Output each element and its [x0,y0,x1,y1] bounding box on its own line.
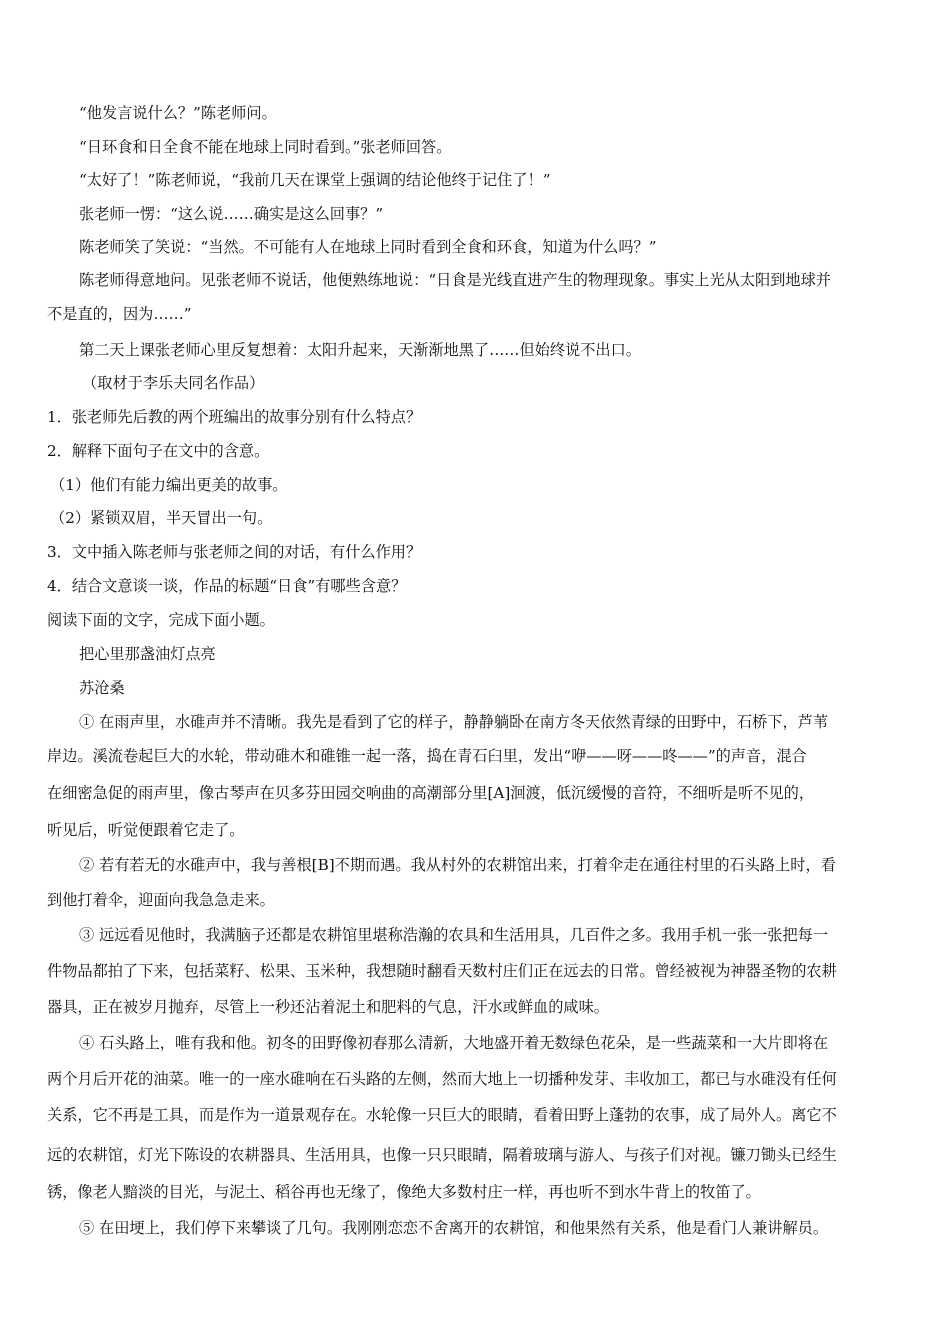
article-line: 关系，它不再是工具，而是作为一道景观存在。水轮像一只巨大的眼睛，看着田野上蓬勃的农事，成了局外人。离它不 [47,1106,837,1124]
article-line: 两个月后开花的油菜。唯一的一座水碓响在石头路的左侧，然而大地上一切播种发芽、丰收加工，都已与水碓没有任何 [47,1070,837,1088]
article-line: 在细密急促的雨声里，像古琴声在贝多芬田园交响曲的高潮部分里[A]洄渡，低沉缓慢的音符，不细听是听不见的， [47,784,815,802]
article-line: ① 在雨声里，水碓声并不清晰。我先是看到了它的样子，静静躺卧在南方冬天依然青绿的田野中，石桥下，芦苇 [79,713,829,731]
reading-instruction: 阅读下面的文字，完成下面小题。 [47,611,275,629]
question-1: 1．张老师先后教的两个班编出的故事分别有什么特点？ [47,408,422,426]
story-line: 张老师一愣：“这么说……确实是这么回事？” [79,205,384,223]
article-line: 件物品都拍了下来，包括菜籽、松果、玉米种，我想随时翻看天数村庄们正在远去的日常。曾经被视为神器圣物的农耕 [47,962,837,980]
story-source: （取材于李乐夫同名作品） [82,374,265,392]
article-title: 把心里那盏油灯点亮 [79,645,216,663]
question-2: 2．解释下面句子在文中的含意。 [47,442,270,460]
story-line: 陈老师得意地问。见张老师不说话，他便熟练地说：“日食是光线直进产生的物理现象。事实上光从太阳到地球并 [79,271,831,289]
article-line: 岸边。溪流卷起巨大的水轮，带动碓木和碓锥一起一落，捣在青石臼里，发出“咿——呀——咚——”的声音，混合 [47,747,807,765]
article-line: 到他打着伞，迎面向我急急走来。 [47,891,275,909]
article-line: ③ 远远看见他时，我满脑子还都是农耕馆里堪称浩瀚的农具和生活用具，几百件之多。我用手机一张一张把每一 [79,926,829,944]
article-line: 听见后，听觉便跟着它走了。 [47,821,245,839]
story-line: “太好了！”陈老师说，“我前几天在课堂上强调的结论他终于记住了！” [79,171,551,189]
article-author: 苏沧桑 [79,679,125,697]
question-2-item-2: （2）紧锁双眉，半天冒出一句。 [50,509,273,527]
question-2-item-1: （1）他们有能力编出更美的故事。 [50,476,288,494]
question-4: 4．结合文意谈一谈，作品的标题“日食”有哪些含意？ [47,577,407,595]
article-line: ④ 石头路上，唯有我和他。初冬的田野像初春那么清新，大地盛开着无数绿色花朵，是一些蔬菜和一大片即将在 [79,1034,829,1052]
article-line: ② 若有若无的水碓声中，我与善根[B]不期而遇。我从村外的农耕馆出来，打着伞走在通往村里的石头路上时，看 [79,856,836,874]
article-line: 锈，像老人黯淡的目光，与泥土、稻谷再也无缘了，像绝大多数村庄一样，再也听不到水牛背上的牧笛了。 [47,1183,761,1201]
story-line: “他发言说什么？”陈老师问。 [79,104,277,122]
article-line: 远的农耕馆，灯光下陈设的农耕器具、生活用具，也像一只只眼睛，隔着玻璃与游人、与孩子们对视。镰刀锄头已经生 [47,1146,837,1164]
story-line: 第二天上课张老师心里反复想着：太阳升起来，天渐渐地黑了……但始终说不出口。 [79,341,641,359]
question-3: 3．文中插入陈老师与张老师之间的对话，有什么作用？ [47,543,422,561]
article-line: ⑤ 在田埂上，我们停下来攀谈了几句。我刚刚恋恋不舍离开的农耕馆，和他果然有关系，他是看门人兼讲解员。 [79,1219,829,1237]
story-line: 不是直的，因为……” [47,305,192,323]
article-line: 器具，正在被岁月抛弃，尽管上一秒还沾着泥土和肥料的气息，汗水或鲜血的咸味。 [47,998,609,1016]
story-line: 陈老师笑了笑说：“当然。不可能有人在地球上同时看到全食和环食，知道为什么吗？” [79,238,657,256]
story-line: “日环食和日全食不能在地球上同时看到。”张老师回答。 [79,138,452,156]
